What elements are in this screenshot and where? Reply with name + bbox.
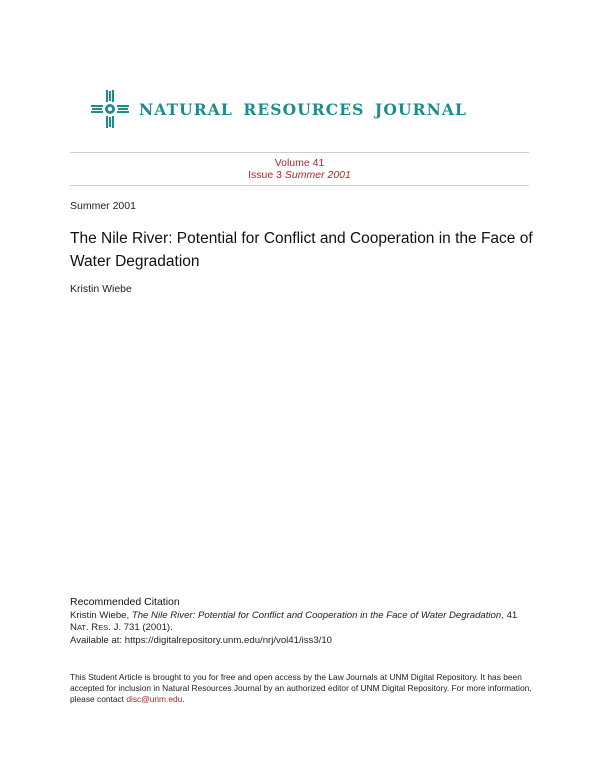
issue-season: Summer 2001 <box>284 169 351 181</box>
citation-heading: Recommended Citation <box>70 596 180 608</box>
volume-link[interactable]: Volume 41 <box>274 157 325 169</box>
citation-text <box>70 610 540 635</box>
citation-author: Kristin Wiebe, <box>70 609 132 621</box>
top-divider <box>70 152 529 153</box>
issue-link[interactable] <box>248 169 351 181</box>
citation-volume: , 41 <box>501 609 518 621</box>
recommended-citation <box>70 596 540 647</box>
article-title[interactable]: The Nile River: Potential for Conflict and Cooperation in the Face of Water Degradation <box>70 230 533 270</box>
zia-sun-icon <box>91 90 129 128</box>
bottom-divider <box>70 185 529 186</box>
footer-end: . <box>182 694 185 705</box>
repository-footer <box>70 672 540 706</box>
citation-journal-r: . R <box>85 622 99 633</box>
citation-journal-rest: . J. 731 (2001). <box>108 622 173 633</box>
issue-info <box>70 157 529 181</box>
issue-number: Issue 3 <box>248 169 282 181</box>
citation-journal-es: ES <box>98 623 109 632</box>
citation-title: The Nile River: Potential for Conflict and Cooperation in the Face of Water Degradation <box>131 609 502 621</box>
citation-journal-n: N <box>70 622 77 633</box>
citation-available-at[interactable]: Available at: https://digitalrepository.unm.edu/nrj/vol41/iss3/10 <box>70 634 333 646</box>
contact-email-link[interactable]: disc@unm.edu <box>126 694 183 705</box>
journal-logo <box>91 90 467 128</box>
journal-name: NATURAL RESOURCES JOURNAL <box>139 99 467 119</box>
article-author[interactable]: Kristin Wiebe <box>70 283 132 295</box>
footer-text: This Student Article is brought to you for free and open access by the Law Journals at UNM Digital Repository. It has been accepted for inclusion in Natural Resources Journal by an authorized editor of UNM Digital Repository. For more information, please contact <box>70 672 532 705</box>
citation-journal-at: AT <box>76 623 86 632</box>
article-date: Summer 2001 <box>70 200 136 212</box>
